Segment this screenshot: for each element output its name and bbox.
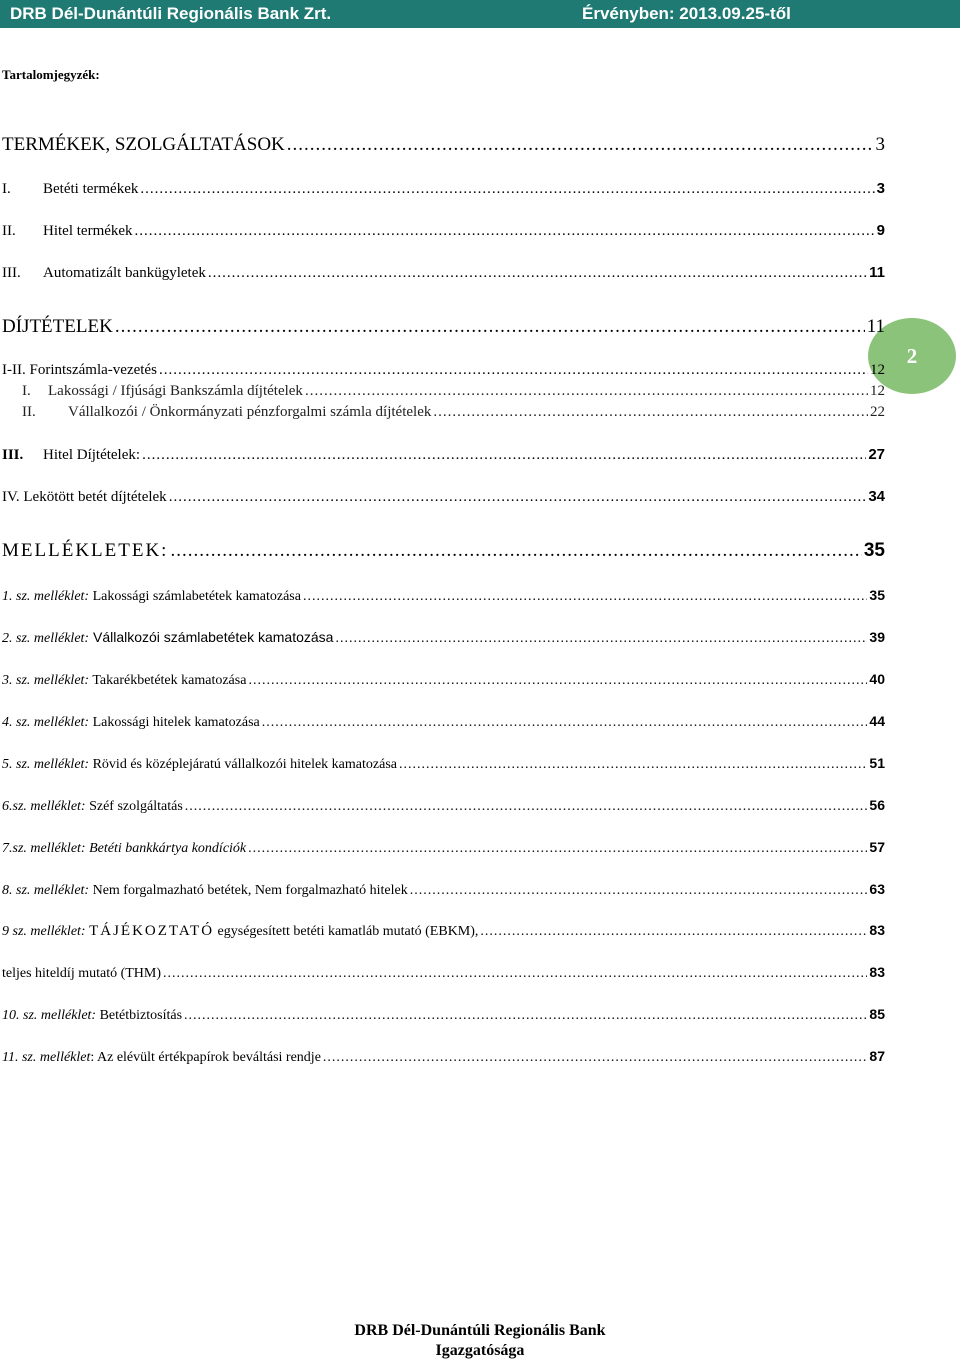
toc-entry-page: 9 [876,222,885,239]
toc-entry-melleklet-5[interactable] [2,755,885,773]
toc-entry-hitel-termekek[interactable] [2,222,885,240]
toc-leader-dots [248,841,867,857]
toc-leader-dots [208,265,867,282]
toc-entry-label: : Az elévült értékpapírok beváltási rendje [90,1050,321,1065]
toc-leader-dots [410,883,868,899]
toc-entry-label: egységesített betéti kamatláb mutató (EBKM), [214,924,479,939]
toc-entry-page: 63 [869,881,885,897]
header-bank-name: DRB Dél-Dunántúli Regionális Bank Zrt. [10,4,332,23]
toc-entry-prefix: 9 sz. melléklet: [2,924,86,939]
toc-entry-page: 87 [869,1048,885,1064]
toc-entry-tajekoztato: TÁJÉKOZTATÓ [89,923,215,939]
toc-entry-thm[interactable] [2,964,885,982]
toc-entry-page: 35 [869,587,885,603]
toc-entry-melleklet-7[interactable] [2,839,885,857]
toc-entry-prefix: 8. sz. melléklet: [2,883,90,898]
toc-leader-dots [140,181,874,198]
toc-entry-number: I. [2,181,11,197]
toc-entry-label: MELLÉKLETEK: [2,540,169,561]
toc-entry-page: 56 [869,797,885,813]
toc-leader-dots [248,673,867,689]
toc-entry-page: 3 [875,134,885,155]
toc-entry-number: III. [2,447,24,463]
toc-leader-dots [169,489,867,506]
toc-entry-page: 83 [869,964,885,980]
toc-entry-page: 34 [868,488,885,505]
toc-entry-prefix: 7.sz. melléklet: Betéti bankkártya kondíciók [2,841,247,856]
toc-entry-label: Lakossági számlabetétek kamatozása [89,589,301,604]
toc-entry-prefix: 3. sz. melléklet: [2,673,90,688]
toc-leader-dots [433,404,868,421]
toc-entry-prefix: 6.sz. melléklet: [2,799,86,814]
toc-entry-page: 3 [876,180,885,197]
toc-entry-label: TERMÉKEK, SZOLGÁLTATÁSOK [2,134,285,155]
toc-entry-dijtetelek[interactable] [2,316,885,338]
toc-leader-dots [335,631,867,647]
toc-entry-vallalkozoi-szamla[interactable] [2,404,885,421]
toc-entry-hitel-dijtetelek[interactable] [2,446,885,464]
toc-entry-label: Betéti termékek [43,181,139,197]
toc-entry-prefix: 1. sz. melléklet: [2,589,90,604]
toc-entry-label: Betétbiztosítás [96,1008,183,1023]
toc-entry-melleklet-9[interactable] [2,922,885,940]
toc-entry-page: 35 [863,540,885,561]
toc-entry-automatizalt[interactable] [2,264,885,282]
toc-leader-dots [303,589,867,605]
toc-entry-prefix: 5. sz. melléklet: [2,757,90,772]
toc-entry-termekek[interactable] [2,134,885,156]
page-number-badge: 2 [868,318,956,394]
toc-entry-page: 22 [870,404,885,420]
toc-entry-label: Automatizált bankügyletek [43,265,206,281]
toc-entry-label: Vállalkozói számlabetétek kamatozása [89,629,334,645]
toc-entry-melleklet-4[interactable] [2,713,885,731]
toc-entry-label: Hitel termékek [43,223,133,239]
toc-entry-page: 12 [870,383,885,399]
toc-entry-label: Nem forgalmazható betétek, Nem forgalmazható hitelek [89,883,408,898]
toc-entry-label: Rövid és középlejáratú vállalkozói hitelek kamatozása [89,757,397,772]
toc-entry-melleklet-2[interactable] [2,629,885,647]
page-header [0,0,960,28]
footer-bank-name: DRB Dél-Dunántúli Regionális Bank [354,1322,606,1339]
toc-entry-label: Hitel Díjtételek: [43,447,141,463]
toc-entry-page: 51 [869,755,885,771]
toc-entry-label: DÍJTÉTELEK [2,316,113,337]
toc-entry-melleklet-10[interactable] [2,1006,885,1024]
toc-entry-lekotott-betet[interactable] [2,488,885,506]
toc-entry-label: Lakossági / Ifjúsági Bankszámla díjtételek [48,383,303,399]
toc-entry-page: 40 [869,671,885,687]
toc-leader-dots [185,799,868,815]
toc-entry-page: 11 [869,264,885,281]
toc-leader-dots [262,715,868,731]
toc-entry-prefix: 2. sz. melléklet: [2,631,90,646]
toc-entry-page: 57 [869,839,885,855]
toc-entry-lakossagi-bankszamla[interactable] [2,383,885,400]
toc-leader-dots [323,1050,868,1066]
toc-entry-number: I. [22,383,31,399]
toc-leader-dots [480,924,867,940]
toc-entry-beteti-termekek[interactable] [2,180,885,198]
toc-entry-page: 85 [869,1006,885,1022]
footer-board: Igazgatósága [435,1342,525,1359]
toc-entry-melleklet-3[interactable] [2,671,885,689]
toc-entry-label: Lakossági hitelek kamatozása [89,715,260,730]
toc-entry-prefix: 11. sz. melléklet [2,1050,91,1065]
toc-leader-dots [142,447,866,464]
toc-entry-number: III. [2,265,21,281]
toc-entry-label: Takarékbetétek kamatozása [89,673,247,688]
toc-entry-melleklet-1[interactable] [2,587,885,605]
toc-entry-label: I-II. Forintszámla-vezetés [2,362,157,378]
toc-entry-page: 11 [866,316,885,337]
toc-entry-label: Széf szolgáltatás [85,799,183,814]
toc-entry-label: IV. Lekötött betét díjtételek [2,489,167,505]
toc-entry-page: 83 [869,922,885,938]
toc-entry-page: 27 [868,446,885,463]
toc-leader-dots [287,134,874,156]
toc-entry-number: II. [22,404,36,420]
toc-entry-mellekletek[interactable] [2,540,885,562]
toc-entry-melleklet-8[interactable] [2,881,885,899]
toc-leader-dots [170,540,861,562]
toc-leader-dots [163,966,867,982]
toc-entry-prefix: 10. sz. melléklet: [2,1008,97,1023]
toc-entry-page: 44 [869,713,885,729]
toc-title: Tartalomjegyzék: [2,67,100,82]
toc-leader-dots [135,223,875,240]
toc-entry-number: II. [2,223,16,239]
toc-leader-dots [305,383,868,400]
toc-leader-dots [399,757,867,773]
toc-entry-forintszamla[interactable] [2,362,885,379]
header-validity-date: Érvényben: 2013.09.25-től [582,4,791,23]
toc-leader-dots [159,362,868,379]
toc-entry-page: 12 [870,362,885,378]
toc-entry-prefix: 4. sz. melléklet: [2,715,90,730]
toc-entry-label: Vállalkozói / Önkormányzati pénzforgalmi számla díjtételek [68,404,432,420]
toc-entry-melleklet-11[interactable] [2,1048,885,1066]
toc-entry-label: teljes hiteldíj mutató (THM) [2,966,162,981]
toc-leader-dots [184,1008,867,1024]
toc-entry-melleklet-6[interactable] [2,797,885,815]
toc-leader-dots [115,316,865,338]
toc-entry-page: 39 [869,629,885,645]
